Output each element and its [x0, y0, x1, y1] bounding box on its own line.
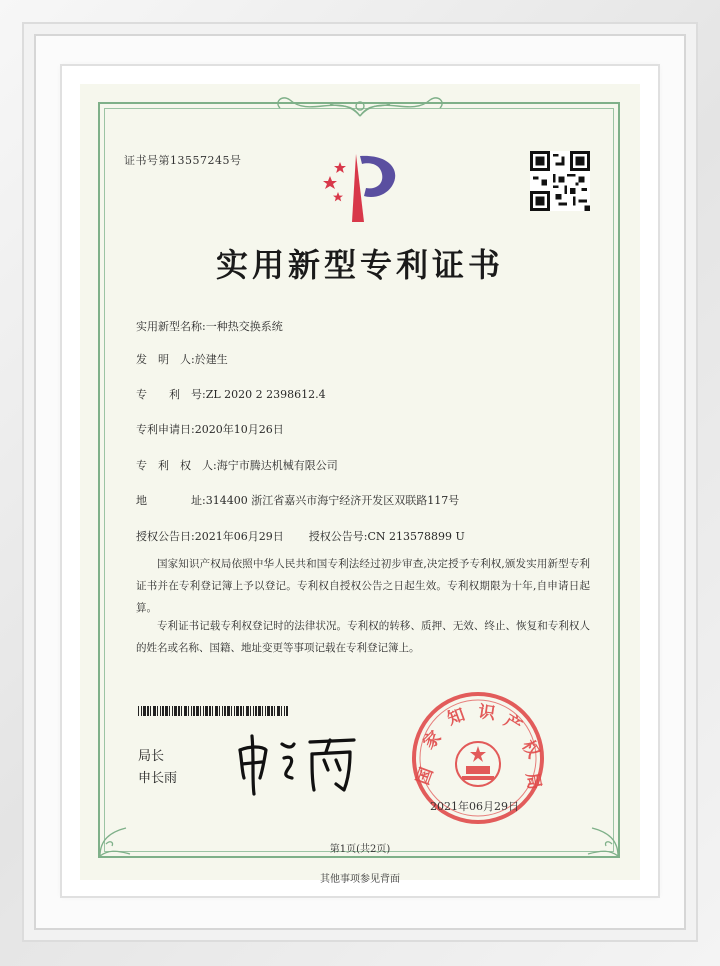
field-value: ZL 2020 2 2398612.4: [205, 388, 326, 401]
field-label: 发 明 人:: [136, 353, 195, 366]
svg-text:局: 局: [521, 771, 545, 792]
svg-text:国: 国: [412, 764, 438, 788]
field-value: 一种热交换系统: [205, 320, 283, 333]
barcode-icon: [138, 706, 290, 716]
svg-text:权: 权: [517, 736, 544, 762]
field-patent-number: [136, 386, 326, 402]
field-inventor: [136, 351, 228, 367]
field-value: 海宁市腾达机械有限公司: [216, 459, 338, 472]
grant-date: 2021年06月29日: [194, 530, 284, 543]
field-patentee: [136, 457, 338, 473]
svg-text:产: 产: [500, 710, 526, 737]
top-ornament-icon: [270, 88, 450, 122]
svg-text:识: 识: [476, 701, 497, 725]
seal-date: 2021年06月29日: [430, 800, 519, 813]
signature-icon: [232, 728, 362, 800]
certificate-title: 实用新型专利证书: [215, 246, 504, 284]
certificate-number: 证书号第13557245号: [124, 154, 242, 167]
qr-code-icon: [530, 151, 590, 211]
field-value: 314400 浙江省嘉兴市海宁经济开发区双联路117号: [205, 494, 460, 507]
grant-number: CN 213578899 U: [367, 530, 465, 543]
svg-text:知: 知: [444, 704, 468, 730]
grant-number-label: 授权公告号:: [308, 530, 368, 543]
field-utility-model-name: [136, 318, 283, 334]
back-note: 其他事项参见背面: [320, 874, 400, 885]
director-title: 局长: [138, 749, 165, 764]
field-label: 地 址:: [136, 494, 206, 507]
field-application-date: [136, 421, 284, 437]
field-address: [136, 492, 459, 508]
field-label: 专 利 权 人:: [136, 459, 217, 472]
field-label: 专 利 号:: [136, 388, 206, 401]
field-label: 实用新型名称:: [136, 320, 206, 333]
field-label: 专利申请日:: [136, 423, 195, 436]
field-value: 2020年10月26日: [194, 423, 284, 436]
field-grant-info: [136, 528, 465, 544]
svg-text:家: 家: [419, 727, 446, 754]
field-value: 於建生: [194, 353, 228, 366]
director-name: 申长雨: [138, 771, 178, 786]
cnipa-logo-icon: [312, 148, 408, 226]
grant-date-label: 授权公告日:: [136, 530, 195, 543]
legal-status-paragraph: 专利证书记载专利权登记时的法律状况。专利权的转移、质押、无效、终止、恢复和专利权人的姓名或名称、国籍、地址变更等事项记载在专利登记簿上。: [136, 620, 590, 654]
page-number: 第1页(共2页): [329, 844, 391, 855]
grant-statement-paragraph: 国家知识产权局依照中华人民共和国专利法经过初步审查,决定授予专利权,颁发实用新型专利证书并在专利登记簿上予以登记。专利权自授权公告之日起生效。专利权期限为十年,自申请日起算。: [136, 558, 590, 614]
